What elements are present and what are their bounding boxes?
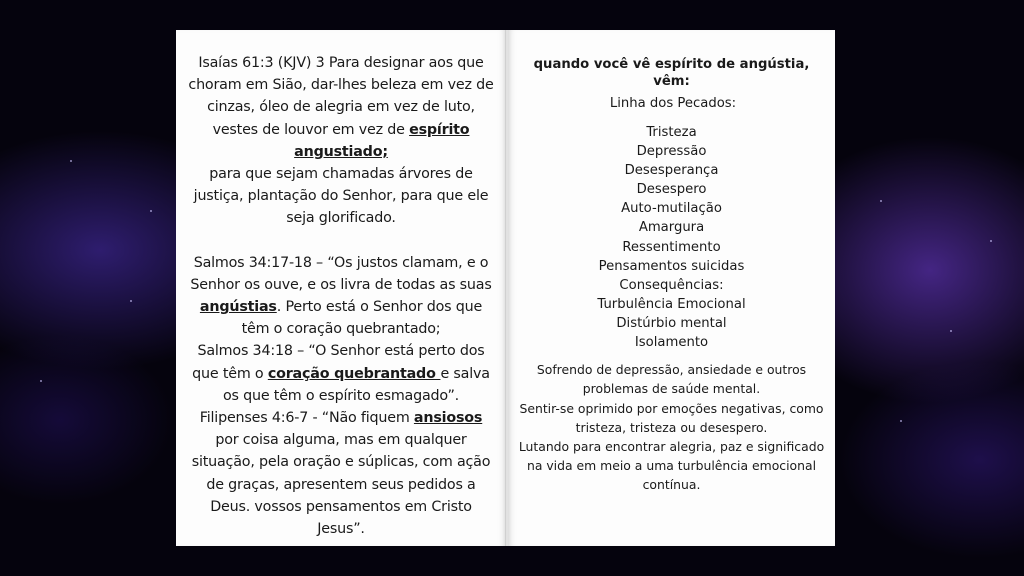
right-page-heading: quando você vê espírito de angústia, vêm: bbox=[533, 57, 810, 89]
filipenses-passage bbox=[188, 407, 494, 540]
star bbox=[900, 420, 902, 422]
highlighted-phrase: angústias bbox=[199, 299, 277, 316]
list-item: Desespero bbox=[636, 182, 707, 198]
list-item: Tristeza bbox=[646, 125, 697, 140]
passage-text: por coisa alguma, mas em qualquer situação, pela oração e súplicas, com ação de graças, apresentem seus pedidos a Deus. vossos pensamentos em Cristo Jesus”. bbox=[191, 432, 491, 538]
list-item: Ressentimento bbox=[622, 239, 721, 255]
passage-text: Filipenses 4:6-7 - “Não fiquem bbox=[199, 410, 414, 427]
list-item: Isolamento bbox=[634, 335, 709, 351]
right-page bbox=[508, 30, 835, 546]
star bbox=[990, 240, 992, 242]
isaias-passage bbox=[188, 52, 494, 230]
list-item: Turbulência Emocional bbox=[597, 296, 746, 312]
list-item: Amargura bbox=[638, 220, 705, 236]
left-page-text bbox=[188, 52, 494, 540]
highlighted-phrase: espírito angustiado; bbox=[294, 121, 470, 160]
consequence-paragraph: Lutando para encontrar alegria, paz e significado na vida em meio a uma turbulência emocional contínua. bbox=[518, 439, 825, 492]
passage-text: . Perto está o Senhor dos que têm o coração quebrantado; bbox=[241, 299, 483, 338]
passage-text: Salmos 34:18 – “O Senhor está perto dos que têm o bbox=[192, 343, 485, 382]
list-item: Desesperança bbox=[624, 163, 719, 179]
consequence-paragraph: Sentir-se oprimido por emoções negativas, como tristeza, tristeza ou desespero. bbox=[519, 401, 824, 435]
passage-text: Salmos 34:17-18 – “Os justos clamam, e o Senhor os ouve, e os livra de todas as suas bbox=[190, 254, 492, 293]
list-item: Consequências: bbox=[619, 277, 724, 293]
passage-text: e salva os que têm o espírito esmagado”. bbox=[222, 365, 490, 404]
highlighted-phrase: ansiosos bbox=[413, 410, 483, 427]
sin-list bbox=[516, 123, 827, 352]
list-item: Depressão bbox=[636, 144, 707, 160]
highlighted-phrase: coração quebrantado bbox=[267, 365, 441, 382]
sin-line-heading: Linha dos Pecados: bbox=[609, 96, 737, 111]
salmos-passage-1 bbox=[188, 252, 494, 341]
star bbox=[950, 330, 952, 332]
list-item: Distúrbio mental bbox=[616, 315, 727, 331]
list-item: Auto-mutilação bbox=[621, 201, 722, 217]
consequence-paragraph: Sofrendo de depressão, ansiedade e outros problemas de saúde mental. bbox=[536, 362, 807, 396]
salmos-passage-2 bbox=[188, 340, 494, 407]
star bbox=[130, 300, 132, 302]
passage-text: para que sejam chamadas árvores de justiça, plantação do Senhor, para que ele seja glorificado. bbox=[193, 166, 489, 227]
star bbox=[880, 200, 882, 202]
star bbox=[70, 160, 72, 162]
star bbox=[40, 380, 42, 382]
passage-text: Isaías 61:3 (KJV) 3 Para designar aos que choram em Sião, dar-lhes beleza em vez de cinzas, óleo de alegria em vez de luto, vestes de louvor em vez de bbox=[188, 55, 494, 138]
list-item: Pensamentos suicidas bbox=[598, 258, 745, 274]
left-page bbox=[176, 30, 506, 546]
star bbox=[150, 210, 152, 212]
